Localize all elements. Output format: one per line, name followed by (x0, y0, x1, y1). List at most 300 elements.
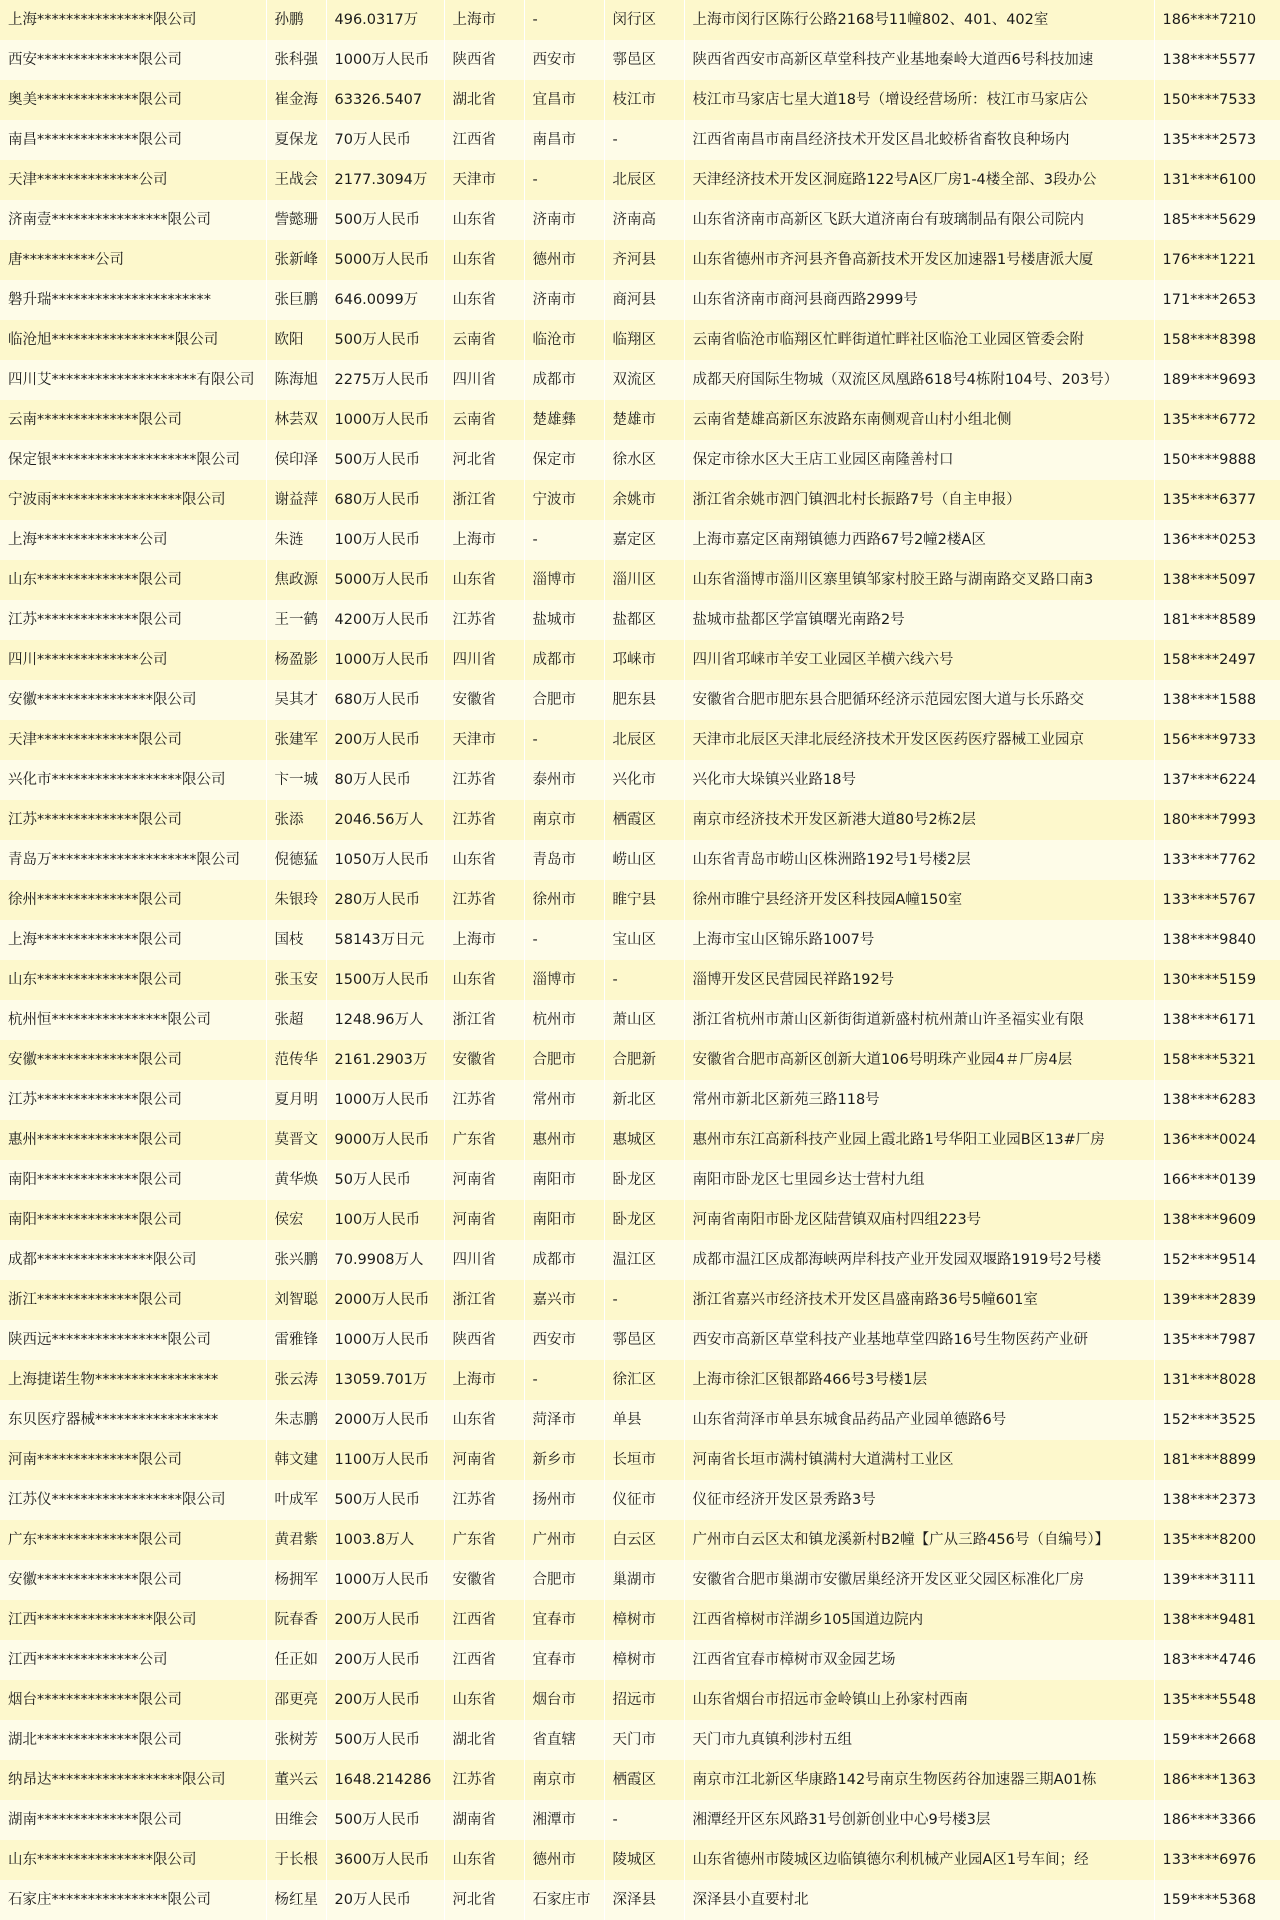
company-name-cell: 天津**************限公司 (0, 720, 266, 760)
contact-name-cell: 夏保龙 (266, 120, 326, 160)
province-cell: 浙江省 (444, 1000, 524, 1040)
phone-cell: 139****3111 (1154, 1560, 1280, 1600)
registered-capital-cell: 2177.3094万 (326, 160, 444, 200)
company-name-cell: 南阳**************限公司 (0, 1160, 266, 1200)
province-cell: 江苏省 (444, 600, 524, 640)
phone-cell: 138****5097 (1154, 560, 1280, 600)
phone-cell: 138****2373 (1154, 1480, 1280, 1520)
company-name-cell: 惠州**************限公司 (0, 1120, 266, 1160)
province-cell: 江苏省 (444, 1480, 524, 1520)
company-name-cell: 云南**************限公司 (0, 400, 266, 440)
address-cell: 枝江市马家店七星大道18号（增设经营场所：枝江市马家店公 (684, 80, 1154, 120)
company-name-cell: 四川艾********************有限公司 (0, 360, 266, 400)
contact-name-cell: 吴其才 (266, 680, 326, 720)
province-cell: 安徽省 (444, 1040, 524, 1080)
province-cell: 天津市 (444, 160, 524, 200)
address-cell: 上海市徐汇区银都路466号3号楼1层 (684, 1360, 1154, 1400)
registered-capital-cell: 500万人民币 (326, 1720, 444, 1760)
phone-cell: 186****3366 (1154, 1800, 1280, 1840)
phone-cell: 131****6100 (1154, 160, 1280, 200)
registered-capital-cell: 1248.96万人 (326, 1000, 444, 1040)
company-name-cell: 烟台**************限公司 (0, 1680, 266, 1720)
province-cell: 江西省 (444, 1640, 524, 1680)
province-cell: 江苏省 (444, 1080, 524, 1120)
registered-capital-cell: 200万人民币 (326, 1680, 444, 1720)
province-cell: 河北省 (444, 1880, 524, 1920)
registered-capital-cell: 58143万日元 (326, 920, 444, 960)
contact-name-cell: 张科强 (266, 40, 326, 80)
city-cell: 盐城市 (524, 600, 604, 640)
registered-capital-cell: 1000万人民币 (326, 1080, 444, 1120)
company-name-cell: 山东**************限公司 (0, 560, 266, 600)
company-name-cell: 安徽**************限公司 (0, 1040, 266, 1080)
registered-capital-cell: 50万人民币 (326, 1160, 444, 1200)
phone-cell: 135****8200 (1154, 1520, 1280, 1560)
city-cell: 惠州市 (524, 1120, 604, 1160)
city-cell: 合肥市 (524, 1560, 604, 1600)
table-row (0, 920, 1280, 960)
table-row (0, 600, 1280, 640)
district-cell: 邛崃市 (604, 640, 684, 680)
table-row (0, 80, 1280, 120)
district-cell: 单县 (604, 1400, 684, 1440)
district-cell: 惠城区 (604, 1120, 684, 1160)
company-name-cell: 临沧旭*****************限公司 (0, 320, 266, 360)
company-name-cell: 磐升瑞********************** (0, 280, 266, 320)
district-cell: 栖霞区 (604, 1760, 684, 1800)
table-row (0, 320, 1280, 360)
city-cell: 合肥市 (524, 680, 604, 720)
table-row (0, 1720, 1280, 1760)
company-name-cell: 成都****************限公司 (0, 1240, 266, 1280)
district-cell: 北辰区 (604, 160, 684, 200)
province-cell: 上海市 (444, 520, 524, 560)
contact-name-cell: 张玉安 (266, 960, 326, 1000)
phone-cell: 133****5767 (1154, 880, 1280, 920)
district-cell: 温江区 (604, 1240, 684, 1280)
table-row (0, 880, 1280, 920)
table-row (0, 360, 1280, 400)
province-cell: 河南省 (444, 1200, 524, 1240)
city-cell: 省直辖 (524, 1720, 604, 1760)
table-row (0, 760, 1280, 800)
province-cell: 山东省 (444, 840, 524, 880)
province-cell: 湖北省 (444, 1720, 524, 1760)
district-cell: 嘉定区 (604, 520, 684, 560)
registered-capital-cell: 1000万人民币 (326, 1320, 444, 1360)
company-name-cell: 江苏仪******************限公司 (0, 1480, 266, 1520)
table-row (0, 1000, 1280, 1040)
table-row (0, 1800, 1280, 1840)
district-cell: 齐河县 (604, 240, 684, 280)
district-cell: 卧龙区 (604, 1200, 684, 1240)
province-cell: 山东省 (444, 1680, 524, 1720)
table-row (0, 1480, 1280, 1520)
phone-cell: 152****9514 (1154, 1240, 1280, 1280)
address-cell: 保定市徐水区大王店工业园区南隆善村口 (684, 440, 1154, 480)
district-cell: 淄川区 (604, 560, 684, 600)
province-cell: 山东省 (444, 240, 524, 280)
registered-capital-cell: 500万人民币 (326, 1480, 444, 1520)
province-cell: 山东省 (444, 960, 524, 1000)
table-row (0, 1600, 1280, 1640)
city-cell: 淄博市 (524, 960, 604, 1000)
contact-name-cell: 莫晋文 (266, 1120, 326, 1160)
registered-capital-cell: 20万人民币 (326, 1880, 444, 1920)
table-row (0, 960, 1280, 1000)
phone-cell: 139****2839 (1154, 1280, 1280, 1320)
phone-cell: 159****5368 (1154, 1880, 1280, 1920)
company-name-cell: 江苏**************限公司 (0, 600, 266, 640)
company-name-cell: 陕西远****************限公司 (0, 1320, 266, 1360)
district-cell: 樟树市 (604, 1640, 684, 1680)
registered-capital-cell: 2000万人民币 (326, 1280, 444, 1320)
city-cell: 西安市 (524, 40, 604, 80)
registered-capital-cell: 496.0317万 (326, 0, 444, 40)
address-cell: 南京市经济技术开发区新港大道80号2栋2层 (684, 800, 1154, 840)
contact-name-cell: 黄君紫 (266, 1520, 326, 1560)
address-cell: 惠州市东江高新科技产业园上霞北路1号华阳工业园B区13#厂房 (684, 1120, 1154, 1160)
company-name-cell: 安徽**************限公司 (0, 1560, 266, 1600)
company-name-cell: 南阳**************限公司 (0, 1200, 266, 1240)
table-row (0, 280, 1280, 320)
province-cell: 山东省 (444, 1400, 524, 1440)
district-cell: 兴化市 (604, 760, 684, 800)
table-row (0, 640, 1280, 680)
city-cell: 湘潭市 (524, 1800, 604, 1840)
table-row (0, 0, 1280, 40)
phone-cell: 138****5577 (1154, 40, 1280, 80)
province-cell: 陕西省 (444, 40, 524, 80)
city-cell: 西安市 (524, 1320, 604, 1360)
contact-name-cell: 朱涟 (266, 520, 326, 560)
province-cell: 河南省 (444, 1160, 524, 1200)
province-cell: 上海市 (444, 1360, 524, 1400)
province-cell: 安徽省 (444, 1560, 524, 1600)
address-cell: 天门市九真镇利涉村五组 (684, 1720, 1154, 1760)
province-cell: 湖南省 (444, 1800, 524, 1840)
contact-name-cell: 张巨鹏 (266, 280, 326, 320)
registered-capital-cell: 2275万人民币 (326, 360, 444, 400)
address-cell: 广州市白云区太和镇龙溪新村B2幢【广从三路456号（自编号）】 (684, 1520, 1154, 1560)
phone-cell: 135****7987 (1154, 1320, 1280, 1360)
address-cell: 山东省德州市齐河县齐鲁高新技术开发区加速器1号楼唐派大厦 (684, 240, 1154, 280)
registered-capital-cell: 500万人民币 (326, 440, 444, 480)
phone-cell: 150****9888 (1154, 440, 1280, 480)
contact-name-cell: 侯印泽 (266, 440, 326, 480)
city-cell: 石家庄市 (524, 1880, 604, 1920)
phone-cell: 135****6772 (1154, 400, 1280, 440)
phone-cell: 186****7210 (1154, 0, 1280, 40)
city-cell: 宜春市 (524, 1600, 604, 1640)
district-cell: 肥东县 (604, 680, 684, 720)
contact-name-cell: 谢益萍 (266, 480, 326, 520)
district-cell: 楚雄市 (604, 400, 684, 440)
registered-capital-cell: 280万人民币 (326, 880, 444, 920)
company-name-cell: 济南壹****************限公司 (0, 200, 266, 240)
company-name-cell: 上海**************公司 (0, 520, 266, 560)
district-cell: 深泽县 (604, 1880, 684, 1920)
city-cell: 宜昌市 (524, 80, 604, 120)
contact-name-cell: 韩文建 (266, 1440, 326, 1480)
district-cell: 樟树市 (604, 1600, 684, 1640)
phone-cell: 138****1588 (1154, 680, 1280, 720)
address-cell: 浙江省杭州市萧山区新街街道新盛村杭州萧山许圣福实业有限 (684, 1000, 1154, 1040)
address-cell: 天津市北辰区天津北辰经济技术开发区医药医疗器械工业园京 (684, 720, 1154, 760)
address-cell: 南阳市卧龙区七里园乡达士营村九组 (684, 1160, 1154, 1200)
table-row (0, 1080, 1280, 1120)
address-cell: 西安市高新区草堂科技产业基地草堂四路16号生物医药产业研 (684, 1320, 1154, 1360)
registered-capital-cell: 200万人民币 (326, 720, 444, 760)
phone-cell: 138****9481 (1154, 1600, 1280, 1640)
district-cell: 枝江市 (604, 80, 684, 120)
district-cell: 北辰区 (604, 720, 684, 760)
city-cell: 成都市 (524, 360, 604, 400)
contact-name-cell: 范传华 (266, 1040, 326, 1080)
province-cell: 江西省 (444, 120, 524, 160)
company-name-cell: 天津**************公司 (0, 160, 266, 200)
city-cell: 烟台市 (524, 1680, 604, 1720)
province-cell: 江西省 (444, 1600, 524, 1640)
registered-capital-cell: 1648.214286 (326, 1760, 444, 1800)
address-cell: 河南省南阳市卧龙区陆营镇双庙村四组223号 (684, 1200, 1154, 1240)
district-cell: - (604, 1280, 684, 1320)
address-cell: 山东省青岛市崂山区株洲路192号1号楼2层 (684, 840, 1154, 880)
registered-capital-cell: 500万人民币 (326, 200, 444, 240)
company-name-cell: 兴化市******************限公司 (0, 760, 266, 800)
contact-name-cell: 张树芳 (266, 1720, 326, 1760)
district-cell: 鄠邑区 (604, 40, 684, 80)
city-cell: - (524, 520, 604, 560)
contact-name-cell: 张新峰 (266, 240, 326, 280)
city-cell: 济南市 (524, 200, 604, 240)
table-row (0, 160, 1280, 200)
registered-capital-cell: 4200万人民币 (326, 600, 444, 640)
district-cell: 新北区 (604, 1080, 684, 1120)
company-name-cell: 上海**************限公司 (0, 920, 266, 960)
table-row (0, 1040, 1280, 1080)
registered-capital-cell: 646.0099万 (326, 280, 444, 320)
contact-name-cell: 王战会 (266, 160, 326, 200)
phone-cell: 131****8028 (1154, 1360, 1280, 1400)
registered-capital-cell: 2161.2903万 (326, 1040, 444, 1080)
address-cell: 山东省济南市高新区飞跃大道济南台有玻璃制品有限公司院内 (684, 200, 1154, 240)
district-cell: 余姚市 (604, 480, 684, 520)
table-row (0, 560, 1280, 600)
city-cell: 青岛市 (524, 840, 604, 880)
phone-cell: 158****8398 (1154, 320, 1280, 360)
registered-capital-cell: 2046.56万人 (326, 800, 444, 840)
phone-cell: 189****9693 (1154, 360, 1280, 400)
province-cell: 四川省 (444, 1240, 524, 1280)
address-cell: 山东省德州市陵城区边临镇德尔利机械产业园A区1号车间；经 (684, 1840, 1154, 1880)
province-cell: 山东省 (444, 200, 524, 240)
phone-cell: 156****9733 (1154, 720, 1280, 760)
district-cell: - (604, 960, 684, 1000)
address-cell: 徐州市睢宁县经济开发区科技园A幢150室 (684, 880, 1154, 920)
company-name-cell: 保定银********************限公司 (0, 440, 266, 480)
address-cell: 淄博开发区民营园民祥路192号 (684, 960, 1154, 1000)
contact-name-cell: 于长根 (266, 1840, 326, 1880)
company-name-cell: 江西**************公司 (0, 1640, 266, 1680)
province-cell: 上海市 (444, 0, 524, 40)
address-cell: 浙江省嘉兴市经济技术开发区昌盛南路36号5幢601室 (684, 1280, 1154, 1320)
city-cell: 南京市 (524, 800, 604, 840)
city-cell: - (524, 720, 604, 760)
district-cell: 双流区 (604, 360, 684, 400)
phone-cell: 171****2653 (1154, 280, 1280, 320)
table-row (0, 520, 1280, 560)
district-cell: - (604, 120, 684, 160)
company-name-cell: 石家庄****************限公司 (0, 1880, 266, 1920)
district-cell: 招远市 (604, 1680, 684, 1720)
phone-cell: 137****6224 (1154, 760, 1280, 800)
table-row (0, 120, 1280, 160)
district-cell: 徐水区 (604, 440, 684, 480)
address-cell: 山东省济南市商河县商西路2999号 (684, 280, 1154, 320)
registered-capital-cell: 680万人民币 (326, 480, 444, 520)
registered-capital-cell: 1000万人民币 (326, 640, 444, 680)
table-row (0, 1680, 1280, 1720)
city-cell: 南昌市 (524, 120, 604, 160)
address-cell: 上海市嘉定区南翔镇德力西路67号2幢2楼A区 (684, 520, 1154, 560)
district-cell: 徐汇区 (604, 1360, 684, 1400)
city-cell: 新乡市 (524, 1440, 604, 1480)
district-cell: 闵行区 (604, 0, 684, 40)
company-name-cell: 徐州**************限公司 (0, 880, 266, 920)
contact-name-cell: 张兴鹏 (266, 1240, 326, 1280)
company-name-cell: 湖北**************限公司 (0, 1720, 266, 1760)
district-cell: 济南高 (604, 200, 684, 240)
registered-capital-cell: 9000万人民币 (326, 1120, 444, 1160)
contact-name-cell: 焦政源 (266, 560, 326, 600)
phone-cell: 130****5159 (1154, 960, 1280, 1000)
district-cell: 商河县 (604, 280, 684, 320)
province-cell: 云南省 (444, 320, 524, 360)
phone-cell: 186****1363 (1154, 1760, 1280, 1800)
district-cell: 临翔区 (604, 320, 684, 360)
table-row (0, 200, 1280, 240)
contact-name-cell: 夏月明 (266, 1080, 326, 1120)
phone-cell: 185****5629 (1154, 200, 1280, 240)
phone-cell: 158****5321 (1154, 1040, 1280, 1080)
registered-capital-cell: 1050万人民币 (326, 840, 444, 880)
district-cell: 崂山区 (604, 840, 684, 880)
city-cell: 楚雄彝 (524, 400, 604, 440)
district-cell: 天门市 (604, 1720, 684, 1760)
district-cell: 宝山区 (604, 920, 684, 960)
contact-name-cell: 张建军 (266, 720, 326, 760)
contact-name-cell: 国枝 (266, 920, 326, 960)
company-name-cell: 东贝医疗器械***************** (0, 1400, 266, 1440)
table-row (0, 1640, 1280, 1680)
table-row (0, 1160, 1280, 1200)
city-cell: 济南市 (524, 280, 604, 320)
company-name-cell: 广东**************限公司 (0, 1520, 266, 1560)
address-cell: 山东省菏泽市单县东城食品药品产业园单德路6号 (684, 1400, 1154, 1440)
address-cell: 成都天府国际生物城（双流区凤凰路618号4栋附104号、203号） (684, 360, 1154, 400)
table-row (0, 1880, 1280, 1920)
company-name-cell: 江苏**************限公司 (0, 1080, 266, 1120)
city-cell: 成都市 (524, 640, 604, 680)
table-row (0, 480, 1280, 520)
city-cell: 徐州市 (524, 880, 604, 920)
company-name-cell: 南昌**************限公司 (0, 120, 266, 160)
city-cell: 扬州市 (524, 1480, 604, 1520)
company-name-cell: 纳昂达******************限公司 (0, 1760, 266, 1800)
company-name-cell: 杭州恒****************限公司 (0, 1000, 266, 1040)
contact-name-cell: 董兴云 (266, 1760, 326, 1800)
province-cell: 山东省 (444, 560, 524, 600)
phone-cell: 152****3525 (1154, 1400, 1280, 1440)
registered-capital-cell: 100万人民币 (326, 1200, 444, 1240)
registered-capital-cell: 1003.8万人 (326, 1520, 444, 1560)
province-cell: 浙江省 (444, 480, 524, 520)
address-cell: 安徽省合肥市高新区创新大道106号明珠产业园4＃厂房4层 (684, 1040, 1154, 1080)
registered-capital-cell: 200万人民币 (326, 1640, 444, 1680)
registered-capital-cell: 200万人民币 (326, 1600, 444, 1640)
contact-name-cell: 倪德猛 (266, 840, 326, 880)
company-name-cell: 山东**************限公司 (0, 960, 266, 1000)
contact-name-cell: 孙鹏 (266, 0, 326, 40)
contact-name-cell: 叶成军 (266, 1480, 326, 1520)
phone-cell: 183****4746 (1154, 1640, 1280, 1680)
province-cell: 广东省 (444, 1120, 524, 1160)
phone-cell: 180****7993 (1154, 800, 1280, 840)
table-row (0, 1320, 1280, 1360)
registered-capital-cell: 1000万人民币 (326, 400, 444, 440)
city-cell: 泰州市 (524, 760, 604, 800)
company-name-cell: 山东****************限公司 (0, 1840, 266, 1880)
contact-name-cell: 张超 (266, 1000, 326, 1040)
address-cell: 云南省临沧市临翔区忙畔街道忙畔社区临沧工业园区管委会附 (684, 320, 1154, 360)
district-cell: 卧龙区 (604, 1160, 684, 1200)
table-row (0, 1120, 1280, 1160)
contact-name-cell: 刘智聪 (266, 1280, 326, 1320)
district-cell: 仪征市 (604, 1480, 684, 1520)
registered-capital-cell: 680万人民币 (326, 680, 444, 720)
address-cell: 山东省烟台市招远市金岭镇山上孙家村西南 (684, 1680, 1154, 1720)
city-cell: - (524, 920, 604, 960)
city-cell: 成都市 (524, 1240, 604, 1280)
contact-name-cell: 杨红星 (266, 1880, 326, 1920)
address-cell: 仪征市经济开发区景秀路3号 (684, 1480, 1154, 1520)
contact-name-cell: 黄华焕 (266, 1160, 326, 1200)
city-cell: 德州市 (524, 240, 604, 280)
registered-capital-cell: 80万人民币 (326, 760, 444, 800)
city-cell: 淄博市 (524, 560, 604, 600)
registered-capital-cell: 13059.701万 (326, 1360, 444, 1400)
city-cell: 宁波市 (524, 480, 604, 520)
address-cell: 南京市江北新区华康路142号南京生物医药谷加速器三期A01栋 (684, 1760, 1154, 1800)
address-cell: 深泽县小直要村北 (684, 1880, 1154, 1920)
province-cell: 江苏省 (444, 800, 524, 840)
registered-capital-cell: 1000万人民币 (326, 40, 444, 80)
phone-cell: 138****9840 (1154, 920, 1280, 960)
address-cell: 湘潭经开区东风路31号创新创业中心9号楼3层 (684, 1800, 1154, 1840)
district-cell: - (604, 1800, 684, 1840)
table-row (0, 440, 1280, 480)
district-cell: 合肥新 (604, 1040, 684, 1080)
address-cell: 四川省邛崃市羊安工业园区羊横六线六号 (684, 640, 1154, 680)
company-name-cell: 安徽****************限公司 (0, 680, 266, 720)
registered-capital-cell: 1100万人民币 (326, 1440, 444, 1480)
province-cell: 广东省 (444, 1520, 524, 1560)
company-name-cell: 四川**************公司 (0, 640, 266, 680)
address-cell: 成都市温江区成都海峡两岸科技产业开发园双堰路1919号2号楼 (684, 1240, 1154, 1280)
phone-cell: 159****2668 (1154, 1720, 1280, 1760)
address-cell: 河南省长垣市满村镇满村大道满村工业区 (684, 1440, 1154, 1480)
